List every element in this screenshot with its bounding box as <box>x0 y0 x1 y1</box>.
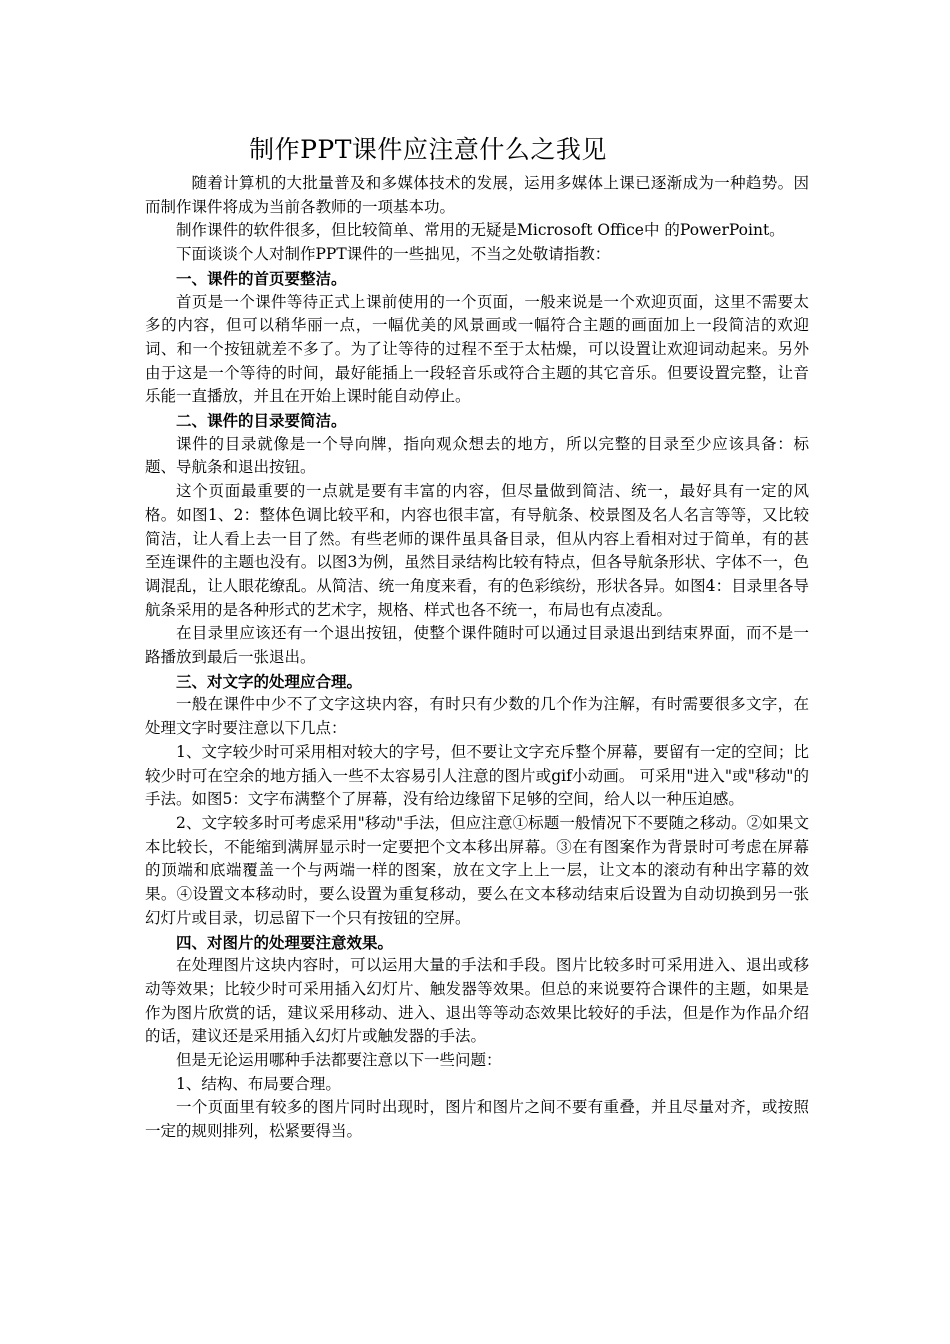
body-paragraph: 一般在课件中少不了文字这块内容，有时只有少数的几个作为注解，有时需要很多文字，在处理文字时要注意以下几点： <box>145 695 809 738</box>
intro-paragraph: 制作课件的软件很多，但比较简单、常用的无疑是Microsoft Office中 的PowerPoint。 <box>176 221 785 240</box>
body-paragraph: 2、文字较多时可考虑采用"移动"手法，但应注意①标题一般情况下不要随之移动。②如果文本比较长，不能缩到满屏显示时一定要把个文本移出屏幕。③在有图案作为背景时可考虑在屏幕的顶端和底端覆盖一个与两端一样的图案，放在文字上上一层，让文本的滚动有种出字幕的效果。④设置文本移动时，要么设置为重复移动，要么在文本移动结束后设置为自动切换到另一张幻灯片或目录，切忌留下一个只有按钮的空屏。 <box>145 813 809 927</box>
document-title: 制作PPT课件应注意什么之我见 <box>249 135 607 164</box>
body-paragraph: 一个页面里有较多的图片同时出现时，图片和图片之间不要有重叠，并且尽量对齐，或按照一定的规则排列，松紧要得当。 <box>145 1098 809 1141</box>
section-heading: 四、对图片的处理要注意效果。 <box>176 932 394 952</box>
body-paragraph: 首页是一个课件等待正式上课前使用的一个页面，一般来说是一个欢迎页面，这里不需要太多的内容，但可以稍华丽一点，一幅优美的风景画或一幅符合主题的画面加上一段简洁的欢迎词、和一个按钮就差不多了。为了让等待的过程不至于太枯燥，可以设置让欢迎词动起来。另外由于这是一个等待的时间，最好能插上一段轻音乐或符合主题的其它音乐。但要设置完整，让音乐能一直播放，并且在开始上课时能自动停止。 <box>145 292 809 406</box>
body-paragraph: 1、文字较少时可采用相对较大的字号，但不要让文字充斥整个屏幕，要留有一定的空间；比较少时可在空余的地方插入一些不太容易引人注意的图片或gif小动画。 可采用"进入"或"移动"的手法。如图5：文字布满整个了屏幕，没有给边缘留下足够的空间，给人以一种压迫感。 <box>145 742 809 809</box>
document-body <box>145 172 809 1144</box>
body-paragraph: 这个页面最重要的一点就是要有丰富的内容，但尽量做到简洁、统一，最好具有一定的风格。如图1、2：整体色调比较平和，内容也很丰富，有导航条、校景图及名人名言等等，又比较简洁，让人看上去一目了然。有些老师的课件虽具备目录，但从内容上看相对过于简单，有的甚至连课件的主题也没有。以图3为例，虽然目录结构比较有特点，但各导航条形状、字体不一，色调混乱，让人眼花缭乱。从简洁、统一角度来看，有的色彩缤纷，形状各异。如图4：目录里各导航条采用的是各种形式的艺术字，规格、样式也各不统一，布局也有点凌乱。 <box>145 482 809 619</box>
body-paragraph: 在目录里应该还有一个退出按钮，使整个课件随时可以通过目录退出到结束界面，而不是一路播放到最后一张退出。 <box>145 624 809 667</box>
section-heading: 一、课件的首页要整洁。 <box>176 268 347 288</box>
intro-paragraph: 下面谈谈个人对制作PPT课件的一些拙见，不当之处敬请指教： <box>176 245 611 264</box>
section-heading: 三、对文字的处理应合理。 <box>176 671 363 691</box>
body-paragraph: 在处理图片这块内容时，可以运用大量的手法和手段。图片比较多时可采用进入、退出或移动等效果；比较少时可采用插入幻灯片、触发器等效果。但总的来说要符合课件的主题，如果是作为图片欣赏的话，建议采用移动、进入、退出等等动态效果比较好的手法，但是作为作品介绍的话，建议还是采用插入幻灯片或触发器的手法。 <box>145 956 809 1046</box>
section-heading: 二、课件的目录要简洁。 <box>176 411 347 431</box>
intro-paragraph: 随着计算机的大批量普及和多媒体技术的发展，运用多媒体上课已逐渐成为一种趋势。因而制作课件将成为当前各教师的一项基本功。 <box>145 174 809 216</box>
body-paragraph: 课件的目录就像是一个导向牌，指向观众想去的地方，所以完整的目录至少应该具备：标题、导航条和退出按钮。 <box>145 434 809 477</box>
body-paragraph: 但是无论运用哪种手法都要注意以下一些问题： <box>176 1051 502 1070</box>
body-paragraph: 1、结构、布局要合理。 <box>176 1074 341 1093</box>
